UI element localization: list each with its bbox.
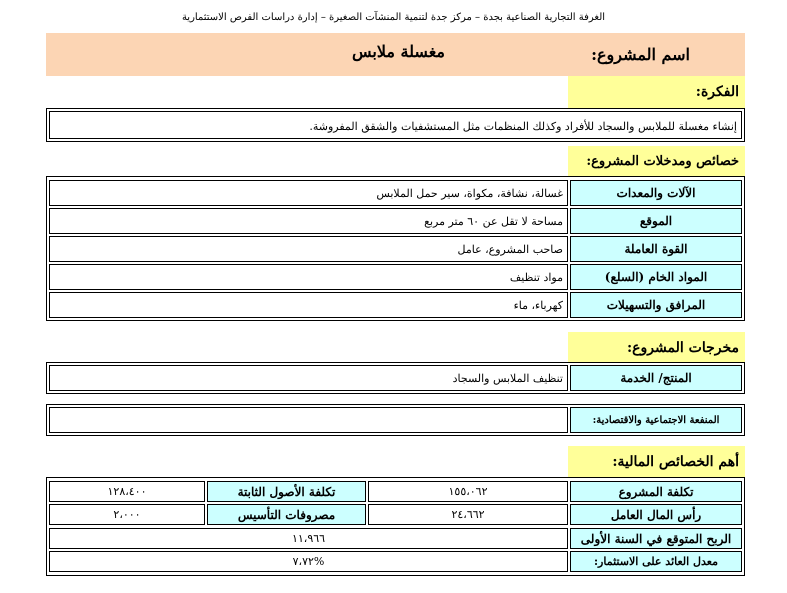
product-value: تنظيف الملابس والسجاد — [49, 365, 568, 391]
benefit-value — [49, 407, 568, 433]
roi-label: معدل العائد على الاستثمار: — [570, 551, 742, 572]
workforce-label: القوة العاملة — [570, 236, 742, 262]
fixed-assets-value: ١٢٨،٤٠٠ — [49, 481, 205, 502]
project-name: مغسلة ملابس — [352, 42, 445, 61]
financials-heading: أهم الخصائص المالية: — [568, 446, 745, 477]
project-cost-value: ١٥٥،٠٦٢ — [368, 481, 568, 502]
location-value: مساحة لا تقل عن ٦٠ متر مربع — [49, 208, 568, 234]
idea-text: إنشاء مغسلة للملابس والسجاد للأفراد وكذلك المنظمات مثل المستشفيات والشقق المفروشة. — [49, 111, 742, 139]
equipment-value: غسالة، نشافة، مكواة، سير حمل الملابس — [49, 180, 568, 206]
first-year-profit-label: الربح المتوقع في السنة الأولى — [570, 528, 742, 549]
raw-materials-label: المواد الخام (السلع) — [570, 264, 742, 290]
setup-costs-value: ٢،٠٠٠ — [49, 504, 205, 525]
project-name-label: اسم المشروع: — [591, 45, 690, 64]
inputs-table — [46, 176, 745, 321]
workforce-value: صاحب المشروع، عامل — [49, 236, 568, 262]
financials-table — [46, 477, 745, 576]
project-cost-label: تكلفة المشروع — [570, 481, 742, 502]
working-capital-label: رأس المال العامل — [570, 504, 742, 525]
equipment-label: الآلات والمعدات — [570, 180, 742, 206]
utilities-value: كهرباء، ماء — [49, 292, 568, 318]
idea-box — [46, 108, 745, 142]
first-year-profit-value: ١١،٩٦٦ — [49, 528, 568, 549]
raw-materials-value: مواد تنظيف — [49, 264, 568, 290]
benefit-label: المنفعة الاجتماعية والاقتصادية: — [570, 407, 742, 433]
product-table — [46, 362, 745, 394]
inputs-heading: خصائص ومدخلات المشروع: — [568, 146, 745, 176]
benefit-table — [46, 404, 745, 436]
setup-costs-label: مصروفات التأسيس — [207, 504, 366, 525]
working-capital-value: ٢٤،٦٦٢ — [368, 504, 568, 525]
fixed-assets-label: تكلفة الأصول الثابتة — [207, 481, 366, 502]
chamber-header: الغرفة التجارية الصناعية بجدة – مركز جدة لتنمية المنشآت الصغيرة – إدارة دراسات الفرص الاستثمارية — [181, 12, 606, 23]
utilities-label: المرافق والتسهيلات — [570, 292, 742, 318]
project-name-bar — [46, 33, 745, 76]
idea-heading: الفكرة: — [568, 76, 745, 109]
product-label: المنتج/ الخدمة — [570, 365, 742, 391]
outputs-heading: مخرجات المشروع: — [568, 332, 745, 362]
roi-value: %٧،٧٢ — [49, 551, 568, 572]
location-label: الموقع — [570, 208, 742, 234]
